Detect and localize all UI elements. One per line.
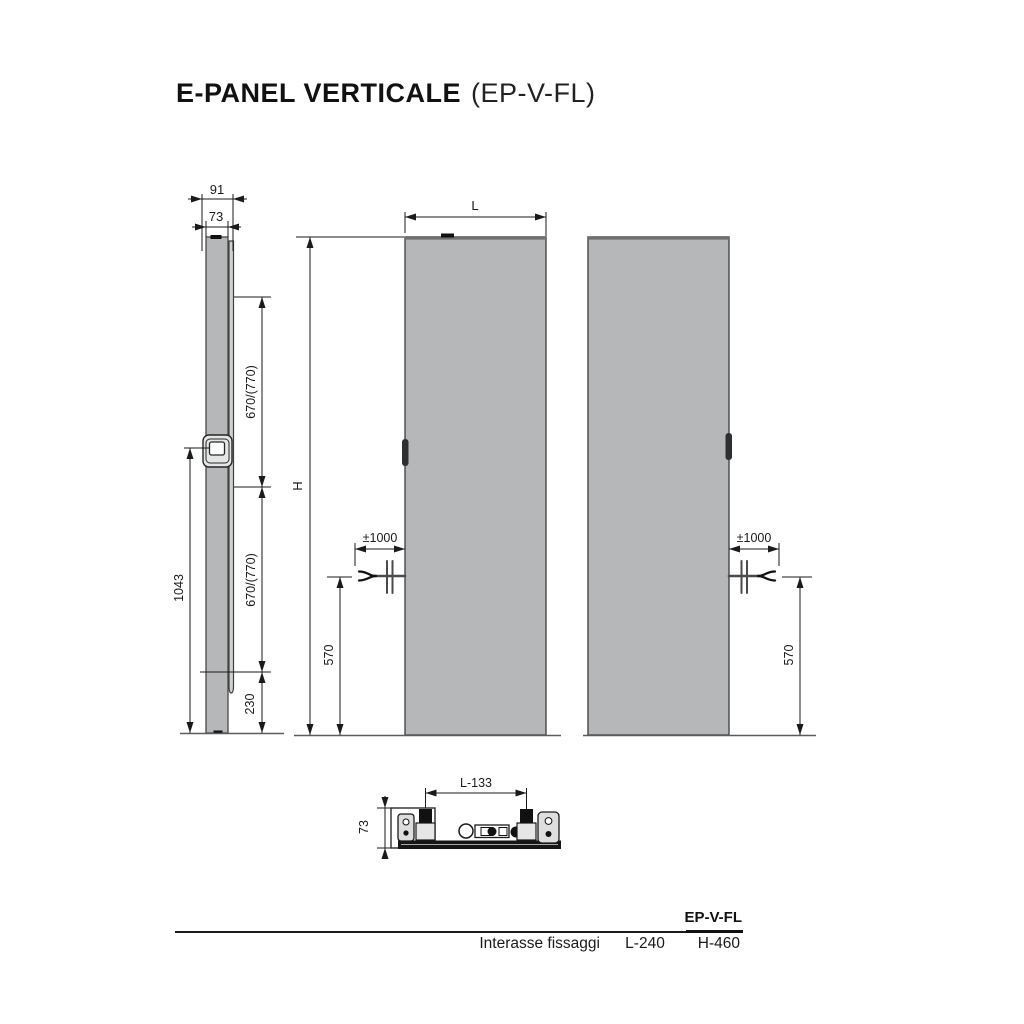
dim-label-1043: 1043 <box>172 574 186 602</box>
dim-label-span-upper: 670/(770) <box>244 365 258 419</box>
power-cable-back <box>729 561 775 593</box>
dim-label-cable-front: ±1000 <box>362 531 398 545</box>
dim-label-91: 91 <box>209 182 225 197</box>
front-view <box>290 198 561 736</box>
plan-left-cap <box>398 814 414 841</box>
dim-label-73-plan: 73 <box>357 820 371 834</box>
spec-rule-model-underline <box>686 930 743 933</box>
plan-assembly <box>391 808 561 849</box>
back-control-knob <box>726 433 733 460</box>
back-panel-body <box>588 237 729 735</box>
plan-view <box>357 776 561 859</box>
dim-label-570-front: 570 <box>322 644 336 666</box>
front-panel-body <box>405 237 546 735</box>
spec-model: EP-V-FL <box>684 909 742 926</box>
dim-label-230: 230 <box>243 693 257 715</box>
side-view <box>172 182 284 734</box>
dim-label-span-lower: 670/(770) <box>244 553 258 607</box>
title-main: E-PANEL VERTICALE <box>176 78 462 108</box>
title-code: (EP-V-FL) <box>471 78 596 108</box>
back-view <box>583 237 816 736</box>
dim-label-570-back: 570 <box>782 644 796 666</box>
front-vent-mark <box>441 234 454 238</box>
power-cable-front <box>359 561 405 593</box>
dim-label-L133: L-133 <box>460 776 492 790</box>
spec-value-l: L-240 <box>625 935 665 952</box>
plan-right-cap <box>538 812 559 843</box>
dim-label-73-side: 73 <box>208 209 224 224</box>
dim-cable-front <box>355 543 405 566</box>
dim-bracket-spacing <box>426 788 527 810</box>
front-control-knob <box>402 439 409 466</box>
spec-rule <box>175 931 743 933</box>
dim-width-L <box>405 212 546 236</box>
side-wall-bracket <box>203 435 232 467</box>
spec-row-label: Interasse fissaggi <box>479 935 600 952</box>
side-panel-body <box>206 237 228 733</box>
side-top-vent <box>211 235 222 239</box>
dim-label-cable-back: ±1000 <box>736 531 772 545</box>
spec-value-h: H-460 <box>697 935 740 952</box>
dim-cable-back <box>729 543 779 566</box>
dim-label-H: H <box>290 481 305 491</box>
plan-bracket-right <box>517 809 536 840</box>
side-rear-rail <box>229 241 234 693</box>
dim-label-L: L <box>471 198 479 213</box>
